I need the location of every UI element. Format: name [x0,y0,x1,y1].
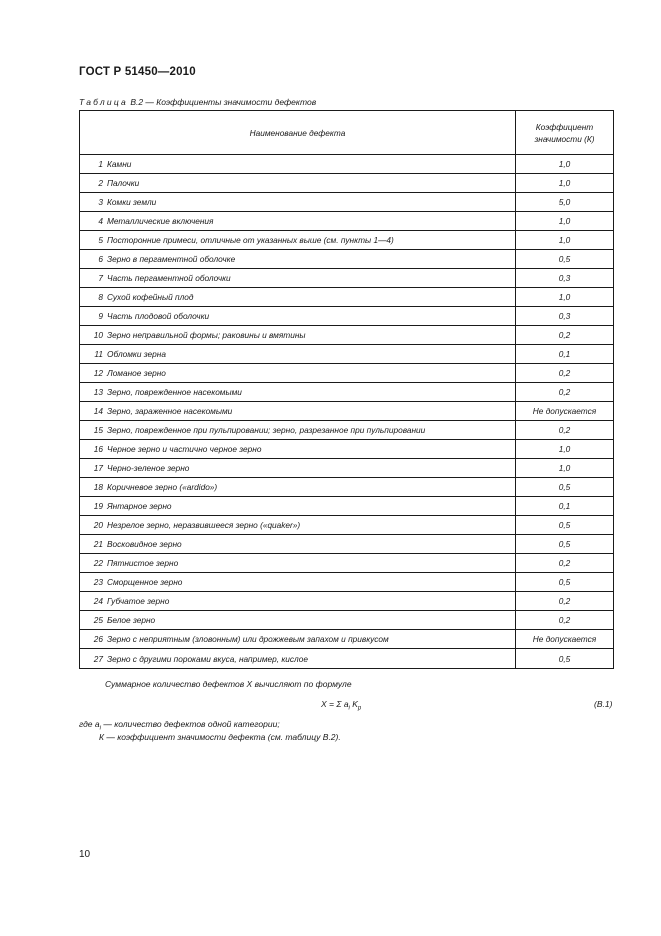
table-row [80,345,614,364]
defect-name: Черно-зеленое зерно [107,463,190,473]
table-row [80,193,614,212]
defect-name-cell [80,345,516,364]
defect-name: Обломки зерна [107,349,166,359]
defect-name: Металлические включения [107,216,214,226]
defect-name: Зерно, поврежденное насекомыми [107,387,242,397]
formula [321,699,361,712]
table-header-row [80,111,614,155]
coefficient-cell: 0,5 [516,573,614,592]
coefficient-cell: 0,2 [516,364,614,383]
defect-name: Камни [107,159,132,169]
table-row [80,459,614,478]
defect-name: Сухой кофейный плод [107,292,194,302]
defect-name-cell [80,649,516,669]
defect-name: Зерно в пергаментной оболочке [107,254,236,264]
table-row [80,212,614,231]
coefficient-cell: 0,5 [516,478,614,497]
defect-name: Зерно, зараженное насекомыми [107,406,233,416]
defect-number: 15 [93,425,103,435]
defect-number: 23 [93,577,103,587]
defect-name-cell [80,592,516,611]
defect-number: 13 [93,387,103,397]
coefficient-cell: Не допускается [516,630,614,649]
header-coefficient [516,111,614,155]
coefficient-cell: 0,3 [516,269,614,288]
header-coef-line1: Коэффициент [535,121,594,132]
coefficient-cell: 5,0 [516,193,614,212]
defect-name-cell [80,307,516,326]
coefficient-cell: 0,2 [516,421,614,440]
formula-lhs: X = Σ a [321,699,349,709]
defect-number: 24 [93,596,103,606]
formula-number: (В.1) [594,699,613,709]
defect-number: 19 [93,501,103,511]
defect-name-cell [80,364,516,383]
formula-sub-i: i [348,705,350,712]
coefficient-cell: 0,2 [516,592,614,611]
table-row [80,364,614,383]
defect-name-cell [80,421,516,440]
coefficient-cell: 0,1 [516,497,614,516]
defect-name: Сморщенное зерно [107,577,183,587]
coefficient-cell: 0,5 [516,516,614,535]
defect-name-cell [80,516,516,535]
defect-number: 22 [93,558,103,568]
defect-name-cell [80,459,516,478]
defect-name: Часть пергаментной оболочки [107,273,231,283]
table-row [80,174,614,193]
table-row [80,383,614,402]
defect-name: Янтарное зерно [107,501,172,511]
page-number: 10 [79,849,91,860]
legend-line-1 [79,719,280,732]
defect-name-cell [80,630,516,649]
coefficient-cell: 1,0 [516,440,614,459]
defect-number: 21 [93,539,103,549]
coefficient-cell: 1,0 [516,155,614,174]
coefficient-cell: 0,5 [516,535,614,554]
defect-name-cell [80,535,516,554]
table-row [80,288,614,307]
table-caption [79,97,316,107]
defect-number: 4 [98,216,103,226]
defect-number: 17 [93,463,103,473]
legend1-sub: i [99,725,101,732]
defect-number: 14 [93,406,103,416]
defect-name: Незрелое зерно, неразвившееся зерно («quaker») [107,520,301,530]
table-row [80,611,614,630]
defect-number: 3 [98,197,103,207]
defect-number: 1 [98,159,103,169]
coefficient-cell: 0,2 [516,611,614,630]
defect-name-cell [80,383,516,402]
legend1-pre: где a [79,719,100,729]
defect-name-cell [80,288,516,307]
defect-name: Ломаное зерно [107,368,166,378]
defect-name: Зерно с другими пороками вкуса, например, кислое [107,653,308,664]
defect-number: 7 [98,273,103,283]
formula-intro: Суммарное количество дефектов X вычисляют по формуле [105,679,352,689]
table-row [80,592,614,611]
coefficient-cell: 0,2 [516,326,614,345]
coefficient-cell: Не допускается [516,402,614,421]
defect-name-cell [80,174,516,193]
defect-name: Коричневое зерно («ardido») [107,482,218,492]
coefficient-cell: 0,1 [516,345,614,364]
defect-name-cell [80,497,516,516]
defect-name: Посторонние примеси, отличные от указанных выше (см. пункты 1—4) [107,235,394,245]
coefficient-cell: 0,2 [516,383,614,402]
defect-number: 27 [93,653,103,664]
defect-name-cell [80,193,516,212]
table-row [80,307,614,326]
defect-name: Палочки [107,178,140,188]
defect-number: 2 [98,178,103,188]
defect-name: Часть плодовой оболочки [107,311,210,321]
table-row [80,497,614,516]
table-row [80,554,614,573]
defect-name-cell [80,155,516,174]
defect-name: Зерно, поврежденное при пульпировании; зерно, разрезанное при пульпировании [107,425,426,435]
defect-name-cell [80,250,516,269]
defect-name-cell [80,611,516,630]
defect-name-cell [80,554,516,573]
defect-name: Черное зерно и частично черное зерно [107,444,262,454]
coefficient-cell: 1,0 [516,231,614,250]
table-body [80,155,614,669]
table-row [80,573,614,592]
table-row [80,421,614,440]
defect-number: 10 [93,330,103,340]
defect-name: Зерно неправильной формы; раковины и вмятины [107,330,306,340]
defect-number: 9 [98,311,103,321]
defect-name-cell [80,478,516,497]
defect-name: Белое зерно [107,615,156,625]
defect-number: 25 [93,615,103,625]
coefficient-cell: 1,0 [516,288,614,307]
legend1-post: — количество дефектов одной категории; [100,719,280,729]
table-row [80,250,614,269]
defect-number: 16 [93,444,103,454]
defect-name: Губчатое зерно [107,596,170,606]
table-row [80,155,614,174]
defect-name: Восковидное зерно [107,539,182,549]
table-row [80,649,614,669]
defect-number: 18 [93,482,103,492]
coefficient-cell: 1,0 [516,459,614,478]
defect-name-cell [80,402,516,421]
formula-sub-p: p [357,705,362,712]
coefficient-cell: 0,3 [516,307,614,326]
table-row [80,516,614,535]
coefficient-cell: 1,0 [516,174,614,193]
defect-name-cell [80,212,516,231]
coefficient-cell: 1,0 [516,212,614,231]
caption-text: В.2 — Коэффициенты значимости дефектов [130,97,317,107]
defect-name-cell [80,269,516,288]
defect-name: Пятнистое зерно [107,558,179,568]
defect-name-cell [80,440,516,459]
legend-line-2: К — коэффициент значимости дефекта (см. таблицу В.2). [99,732,341,742]
table-row [80,231,614,250]
defect-name: Зерно с неприятным (зловонным) или дрожжевым запахом и привкусом [107,634,389,644]
table-row [80,269,614,288]
document-code: ГОСТ Р 51450—2010 [79,66,196,78]
formula-mid: K [349,699,358,709]
header-coef-line2: значимости (К) [534,133,595,144]
defect-name-cell [80,231,516,250]
table-row [80,535,614,554]
defect-name-cell [80,326,516,345]
coefficient-cell: 0,5 [516,649,614,669]
table-row [80,326,614,345]
table-row [80,440,614,459]
table-row [80,402,614,421]
caption-word: Таблица [79,97,128,107]
coefficient-cell: 0,2 [516,554,614,573]
coefficient-cell: 0,5 [516,250,614,269]
defect-number: 11 [94,349,103,359]
table-row [80,630,614,649]
defect-name-cell [80,573,516,592]
defects-table [79,110,614,669]
defect-number: 26 [93,634,103,644]
defect-name: Комки земли [107,197,157,207]
defect-number: 5 [98,235,103,245]
table-row [80,478,614,497]
defect-number: 8 [98,292,103,302]
defect-number: 20 [93,520,103,530]
defect-number: 6 [98,254,103,264]
defect-number: 12 [93,368,103,378]
header-defect-name: Наименование дефекта [80,111,516,155]
